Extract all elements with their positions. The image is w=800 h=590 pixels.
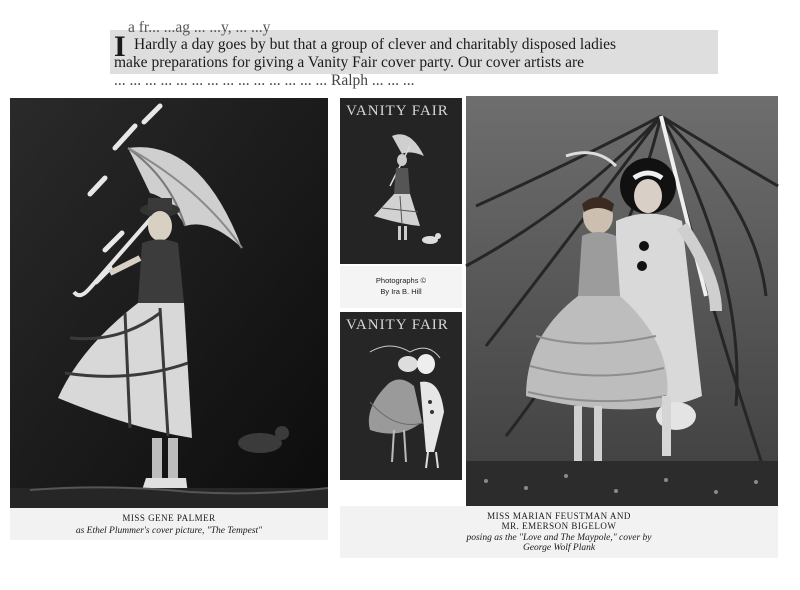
photo-credit [340, 266, 462, 308]
maypole-caption-name-1: MISS MARIAN FEUSTMAN AND [487, 511, 631, 521]
cover-maypole-title: VANITY FAIR [346, 317, 449, 333]
intro-line-2: make preparations for giving a Vanity Fair cover party. Our cover artists are [114, 54, 585, 71]
cover-tempest [340, 98, 462, 264]
tempest-caption-name: MISS GENE PALMER [122, 513, 216, 523]
photo-credit-line-1: Photographs © [375, 276, 427, 285]
drop-cap: I [114, 30, 126, 63]
maypole-illustration [466, 96, 778, 506]
maypole-caption-description-2: George Wolf Plank [522, 543, 596, 553]
cover-tempest-illustration [340, 98, 462, 264]
tempest-illustration [10, 98, 328, 508]
cover-tempest-title: VANITY FAIR [346, 103, 449, 119]
intro-text-block [110, 19, 718, 89]
intro-line-3: ... ... ... ... ... ... ... ... ... ... ... ... ... ... Ralph ... ... ... [114, 72, 415, 89]
maypole-caption [340, 506, 778, 558]
maypole-caption-name-2: MR. EMERSON BIGELOW [501, 521, 617, 531]
photo-credit-line-2: By Ira B. Hill [380, 287, 422, 296]
tempest-caption [10, 508, 328, 540]
maypole-photo [466, 96, 778, 506]
cover-maypole [340, 312, 462, 480]
cover-maypole-illustration [340, 312, 462, 480]
tempest-photo [10, 98, 328, 508]
intro-cutoff-line: a fr... ...ag ... ...y, ... ...y [128, 19, 271, 36]
maypole-caption-description-1: posing as the "Love and The Maypole," cover by [466, 533, 652, 543]
intro-line-1: Hardly a day goes by but that a group of clever and charitably disposed ladies [134, 36, 617, 53]
tempest-caption-description: as Ethel Plummer's cover picture, "The Tempest" [75, 526, 263, 536]
